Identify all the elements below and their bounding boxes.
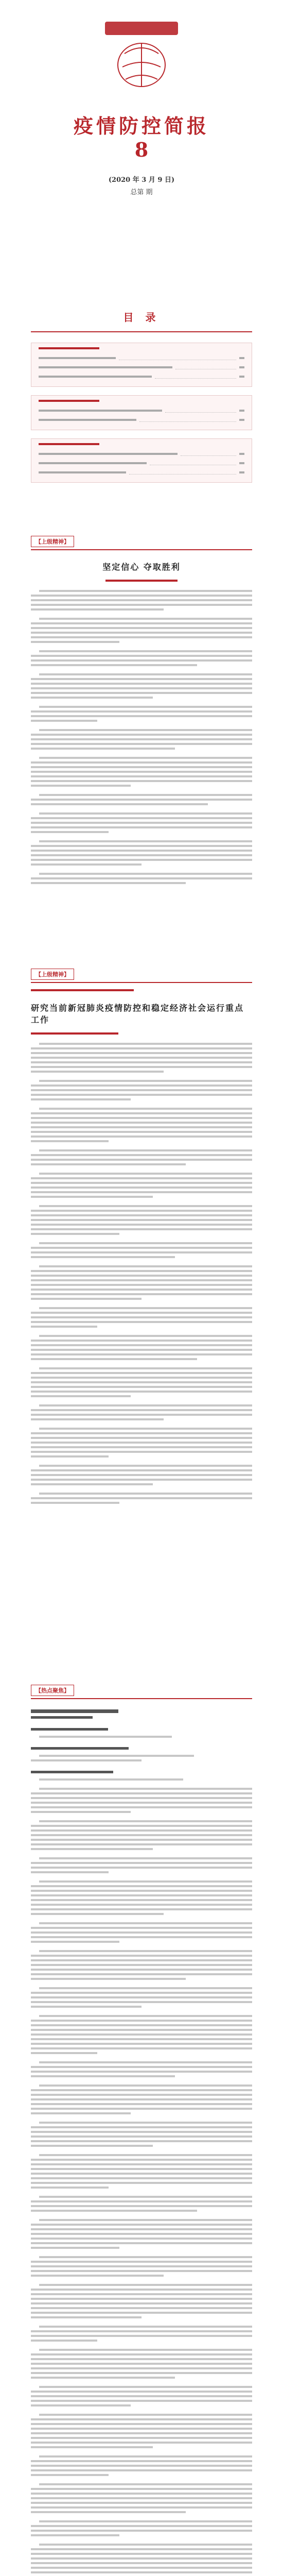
paragraph bbox=[31, 2284, 252, 2318]
journal-logo bbox=[0, 18, 283, 95]
paragraph bbox=[31, 1950, 252, 1980]
paragraph bbox=[31, 1080, 252, 1100]
article-subsource bbox=[31, 1032, 118, 1035]
paragraph bbox=[31, 2061, 252, 2077]
subheading bbox=[31, 1728, 108, 1731]
paragraph bbox=[31, 1043, 252, 1073]
article-title bbox=[31, 1709, 252, 1719]
table-of-contents bbox=[31, 309, 252, 491]
cover bbox=[0, 0, 283, 319]
paragraph bbox=[31, 2455, 252, 2476]
paragraph bbox=[31, 706, 252, 722]
paragraph bbox=[31, 729, 252, 750]
paragraph bbox=[31, 2196, 252, 2212]
paragraph bbox=[31, 2015, 252, 2054]
subheading bbox=[31, 1771, 113, 1773]
article-title: 坚定信心 夺取胜利 bbox=[102, 562, 181, 572]
bulletin-title: 疫情防控简报 bbox=[73, 114, 209, 138]
paragraph bbox=[31, 794, 252, 805]
section-rule bbox=[31, 549, 252, 550]
issue-total: 总第 期 bbox=[130, 189, 153, 196]
paragraph bbox=[31, 618, 252, 643]
paragraph bbox=[31, 1465, 252, 1485]
paragraph bbox=[31, 1820, 252, 1850]
paragraph bbox=[31, 1857, 252, 1873]
issue-date: (2020 年 3 月 9 日) bbox=[108, 176, 175, 184]
issue-number: 8 bbox=[134, 138, 149, 161]
toc-entry[interactable] bbox=[39, 373, 244, 380]
toc-section bbox=[31, 343, 252, 387]
paragraph bbox=[31, 650, 252, 666]
paragraph bbox=[31, 1755, 252, 1761]
paragraph bbox=[31, 873, 252, 884]
paragraph bbox=[31, 2122, 252, 2147]
toc-section bbox=[31, 438, 252, 483]
section-rule bbox=[31, 982, 252, 983]
paragraph bbox=[31, 2256, 252, 2277]
article-section bbox=[31, 1685, 252, 2576]
section-tab: 【热点聚焦】 bbox=[31, 1685, 74, 1696]
toc-entry[interactable] bbox=[39, 460, 244, 467]
paragraph bbox=[31, 2219, 252, 2249]
toc-entry[interactable] bbox=[39, 354, 244, 362]
subheading bbox=[31, 1747, 129, 1750]
paragraph bbox=[31, 1404, 252, 1420]
paragraph bbox=[31, 1987, 252, 2008]
paragraph bbox=[31, 1108, 252, 1142]
paragraph bbox=[31, 2084, 252, 2114]
paragraph bbox=[31, 1428, 252, 1458]
paragraph bbox=[31, 1242, 252, 1258]
paragraph bbox=[31, 1778, 252, 1781]
article-source bbox=[31, 989, 134, 991]
toc-entry[interactable] bbox=[39, 407, 244, 414]
toc-entry[interactable] bbox=[39, 416, 244, 423]
section-rule bbox=[31, 1698, 252, 1699]
paragraph bbox=[31, 812, 252, 833]
article-title: 研究当前新冠肺炎疫情防控和稳定经济社会运行重点工作 bbox=[31, 1003, 244, 1025]
paragraph bbox=[31, 673, 252, 699]
toc-section bbox=[31, 395, 252, 430]
toc-rule bbox=[31, 331, 252, 332]
paragraph bbox=[31, 1307, 252, 1328]
paragraph bbox=[31, 2483, 252, 2513]
toc-section-head bbox=[39, 443, 99, 445]
paragraph bbox=[31, 2520, 252, 2536]
paragraph bbox=[31, 2544, 252, 2576]
toc-section-head bbox=[39, 400, 99, 402]
section-tab: 【上级精神】 bbox=[31, 536, 74, 547]
article-section bbox=[31, 969, 252, 1511]
toc-title: 目 录 bbox=[123, 311, 160, 324]
paragraph bbox=[31, 1736, 252, 1738]
paragraph bbox=[31, 2154, 252, 2189]
toc-entry[interactable] bbox=[39, 469, 244, 476]
paragraph bbox=[31, 2386, 252, 2406]
paragraph bbox=[31, 1367, 252, 1397]
toc-entry[interactable] bbox=[39, 364, 244, 371]
paragraph bbox=[31, 2349, 252, 2379]
paragraph bbox=[31, 1922, 252, 1943]
paragraph bbox=[31, 757, 252, 787]
paragraph bbox=[31, 1493, 252, 1504]
paragraph bbox=[31, 1788, 252, 1813]
article-section bbox=[31, 536, 252, 891]
paragraph bbox=[31, 1149, 252, 1165]
toc-section-head bbox=[39, 347, 99, 349]
toc-entry[interactable] bbox=[39, 450, 244, 457]
paragraph bbox=[31, 840, 252, 866]
article-source bbox=[105, 580, 178, 582]
paragraph bbox=[31, 2326, 252, 2342]
paragraph bbox=[31, 590, 252, 611]
paragraph bbox=[31, 2414, 252, 2448]
paragraph bbox=[31, 1173, 252, 1198]
paragraph bbox=[31, 1205, 252, 1235]
paragraph bbox=[31, 1335, 252, 1360]
paragraph bbox=[31, 1265, 252, 1300]
paragraph bbox=[31, 1880, 252, 1915]
section-tab: 【上级精神】 bbox=[31, 969, 74, 980]
